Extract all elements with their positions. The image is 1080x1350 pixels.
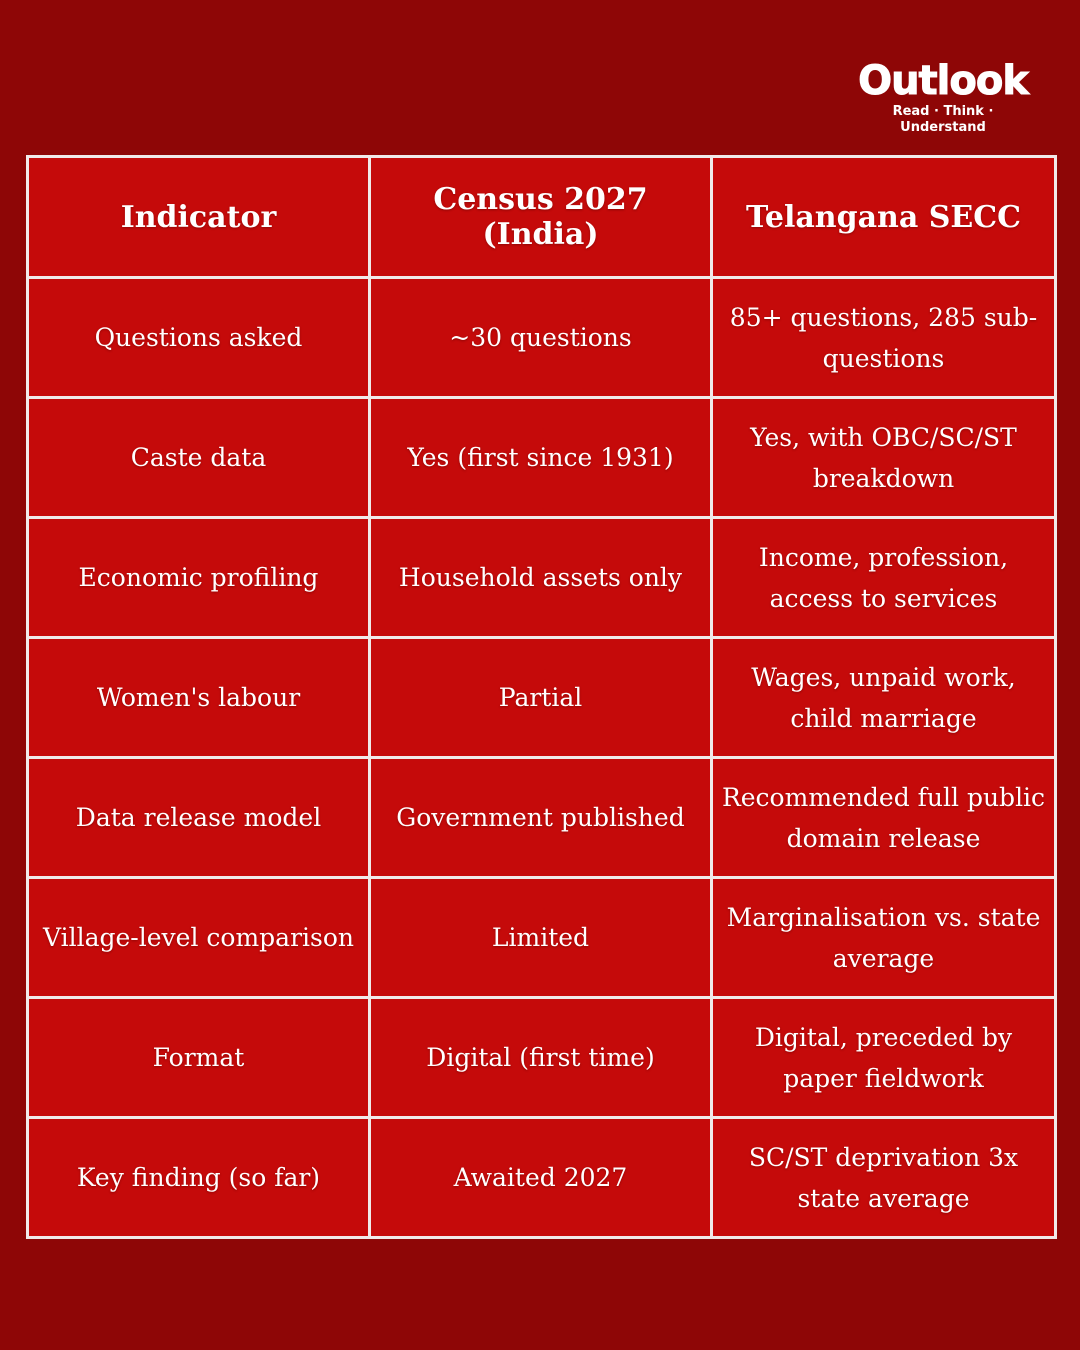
secc-cell: Recommended full public domain release (712, 758, 1056, 878)
indicator-cell: Format (28, 998, 370, 1118)
indicator-cell: Data release model (28, 758, 370, 878)
census-cell: ~30 questions (370, 278, 712, 398)
secc-cell: Marginalisation vs. state average (712, 878, 1056, 998)
table-header-row (28, 157, 1056, 278)
secc-cell: SC/ST deprivation 3x state average (712, 1118, 1056, 1238)
table-row (28, 398, 1056, 518)
table-row (28, 278, 1056, 398)
census-cell: Household assets only (370, 518, 712, 638)
indicator-cell: Women's labour (28, 638, 370, 758)
logo-tagline: Read · Think · Understand (892, 104, 994, 135)
indicator-cell: Economic profiling (28, 518, 370, 638)
census-cell: Yes (first since 1931) (370, 398, 712, 518)
header-indicator: Indicator (28, 157, 370, 278)
census-cell: Awaited 2027 (370, 1118, 712, 1238)
secc-cell: Wages, unpaid work, child marriage (712, 638, 1056, 758)
indicator-cell: Questions asked (28, 278, 370, 398)
secc-cell: Digital, preceded by paper fieldwork (712, 998, 1056, 1118)
header-census-2027: Census 2027 (India) (370, 157, 712, 278)
census-cell: Digital (first time) (370, 998, 712, 1118)
table-row (28, 998, 1056, 1118)
secc-cell: Income, profession, access to services (712, 518, 1056, 638)
comparison-table (26, 155, 1057, 1239)
census-cell: Government published (370, 758, 712, 878)
outlook-logo (848, 58, 1038, 136)
header-telangana-secc: Telangana SECC (712, 157, 1056, 278)
table-row (28, 1118, 1056, 1238)
table-row (28, 638, 1056, 758)
table-row (28, 518, 1056, 638)
census-cell: Partial (370, 638, 712, 758)
secc-cell: 85+ questions, 285 sub-questions (712, 278, 1056, 398)
secc-cell: Yes, with OBC/SC/ST breakdown (712, 398, 1056, 518)
table-row (28, 878, 1056, 998)
census-cell: Limited (370, 878, 712, 998)
indicator-cell: Village-level comparison (28, 878, 370, 998)
logo-wordmark: Outlook (858, 58, 1028, 104)
indicator-cell: Key finding (so far) (28, 1118, 370, 1238)
table-row (28, 758, 1056, 878)
indicator-cell: Caste data (28, 398, 370, 518)
